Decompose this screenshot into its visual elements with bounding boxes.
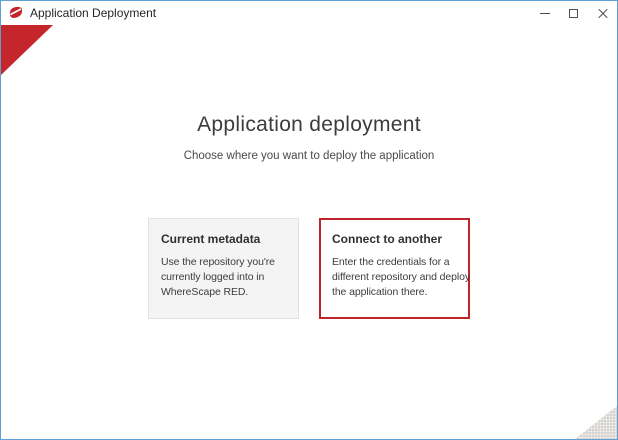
gray-corner-triangle [575,406,617,439]
card-body-line: WhereScape RED. [161,286,249,298]
wherescape-logo-icon [8,5,24,21]
maximize-icon [569,9,578,18]
window-title: Application Deployment [30,6,157,20]
page-subtitle: Choose where you want to deploy the application [183,150,435,162]
card-title: Connect to another [332,232,442,246]
close-icon [597,7,609,19]
card-current-metadata[interactable] [148,218,299,319]
card-body-line: the application there. [332,286,428,298]
maximize-button[interactable] [559,1,588,25]
card-body-line: Enter the credentials for a [332,256,450,268]
close-button[interactable] [588,1,617,25]
card-body-line: different repository and deploy [332,271,470,283]
deployment-options [1,218,617,319]
minimize-icon [540,13,550,14]
card-connect-to-another[interactable] [319,218,470,319]
main-content [1,25,617,319]
window-controls [530,1,617,25]
card-body-line: Use the repository you're [161,256,275,268]
page-title: Application deployment [197,113,421,136]
card-title: Current metadata [161,232,261,246]
card-body-line: currently logged into in [161,271,265,283]
minimize-button[interactable] [530,1,559,25]
title-bar[interactable] [1,1,617,25]
